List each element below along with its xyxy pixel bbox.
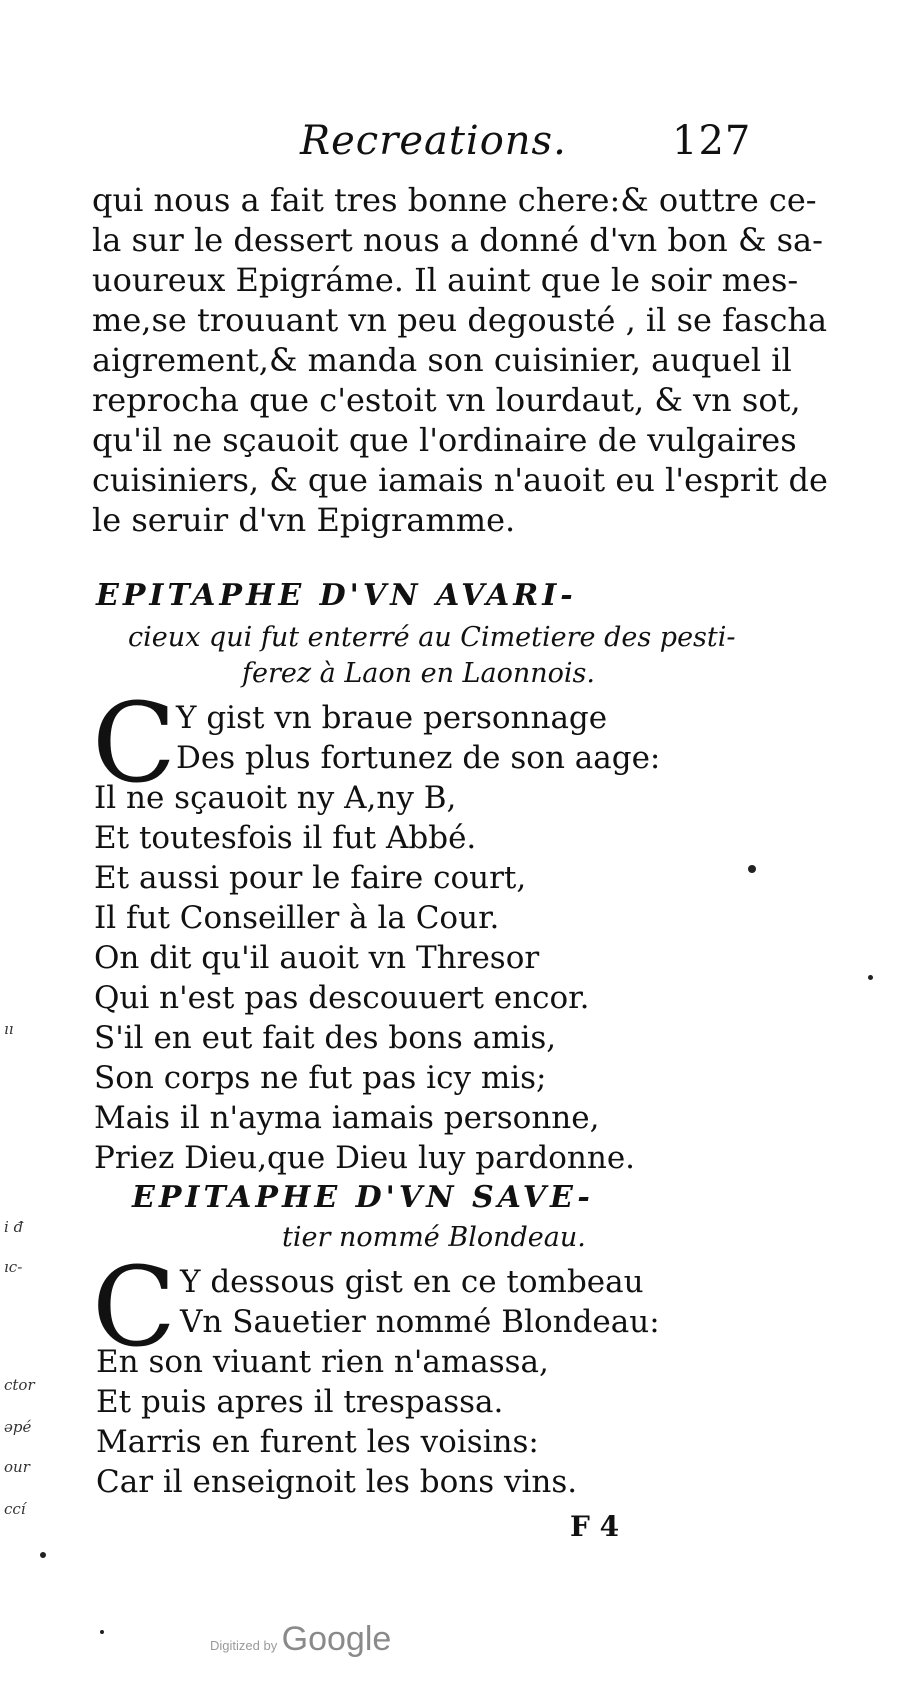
ink-speck — [868, 975, 873, 980]
google-logo: Google — [281, 1620, 392, 1658]
verse-line: Vn Sauetier nommé Blondeau: — [180, 1304, 660, 1340]
margin-fragment: ıı — [4, 1020, 14, 1038]
verse-line: Car il enseignoit les bons vins. — [96, 1464, 578, 1500]
verse-line: Qui n'est pas descouuert encor. — [94, 980, 590, 1016]
prose-paragraph — [92, 180, 828, 540]
ink-speck — [748, 865, 756, 873]
epitaph-2-subtitle-line: tier nommé Blondeau. — [282, 1222, 586, 1253]
epitaph-2-verse — [96, 1342, 577, 1502]
verse-line: Il ne sçauoit ny A,ny B, — [94, 780, 457, 816]
epitaph-1-dropcap-block — [176, 698, 660, 778]
epitaph-2-heading: EPITAPHE D'VN SAVE- — [132, 1180, 594, 1215]
digitized-watermark — [210, 1620, 391, 1659]
verse-line: Mais il n'ayma iamais personne, — [94, 1100, 600, 1136]
signature-catchword: F 4 — [570, 1510, 620, 1543]
margin-fragment: i đ — [4, 1218, 24, 1236]
prose-line: reprocha que c'estoit vn lourdaut, & vn sot, — [92, 381, 801, 419]
epitaph-1-verse — [94, 778, 635, 1178]
margin-fragment: ıc- — [4, 1258, 23, 1276]
epitaph-2-dropcap-block — [180, 1262, 660, 1342]
ink-speck — [100, 1630, 104, 1634]
epitaph-1-heading: EPITAPHE D'VN AVARI- — [96, 578, 577, 613]
verse-line: Il fut Conseiller à la Cour. — [94, 900, 500, 936]
verse-line: Et toutesfois il fut Abbé. — [94, 820, 477, 856]
verse-line: Marris en furent les voisins: — [96, 1424, 539, 1460]
running-title: Recreations. — [300, 118, 567, 164]
epitaph-2-drop-cap: C — [92, 1243, 177, 1371]
prose-line: la sur le dessert nous a donné d'vn bon & sa- — [92, 221, 823, 259]
verse-line: Y gist vn braue personnage — [176, 700, 608, 736]
verse-line: Y dessous gist en ce tombeau — [180, 1264, 644, 1300]
verse-line: Des plus fortunez de son aage: — [176, 740, 661, 776]
prose-line: uoureux Epigráme. Il auint que le soir mes- — [92, 261, 799, 299]
verse-line: On dit qu'il auoit vn Thresor — [94, 940, 540, 976]
digitized-label: Digitized by — [210, 1638, 278, 1653]
verse-line: Son corps ne fut pas icy mis; — [94, 1060, 547, 1096]
margin-fragment: ccí — [4, 1500, 26, 1518]
verse-line: Priez Dieu,que Dieu luy pardonne. — [94, 1140, 636, 1176]
verse-line: En son viuant rien n'amassa, — [96, 1344, 549, 1380]
margin-fragment: ctor — [4, 1376, 35, 1394]
verse-line: S'il en eut fait des bons amis, — [94, 1020, 557, 1056]
verse-line: Et puis apres il trespassa. — [96, 1384, 504, 1420]
verse-line: Et aussi pour le faire court, — [94, 860, 527, 896]
prose-line: me,se trouuant vn peu degousté , il se fascha — [92, 301, 828, 339]
prose-line: le seruir d'vn Epigramme. — [92, 501, 516, 539]
margin-fragment: our — [4, 1458, 30, 1476]
epitaph-1-drop-cap: C — [92, 679, 177, 807]
prose-line: aigrement,& manda son cuisinier, auquel il — [92, 341, 792, 379]
prose-line: cuisiniers, & que iamais n'auoit eu l'esprit de — [92, 461, 828, 499]
epitaph-1-subtitle-line: ferez à Laon en Laonnois. — [242, 658, 595, 689]
prose-line: qui nous a fait tres bonne chere:& outtre ce- — [92, 181, 817, 219]
epitaph-1-subtitle-line: cieux qui fut enterré au Cimetiere des pesti- — [128, 622, 736, 653]
margin-fragment: əpé — [4, 1418, 32, 1436]
ink-speck — [40, 1552, 46, 1558]
page-number: 127 — [672, 118, 752, 164]
prose-line: qu'il ne sçauoit que l'ordinaire de vulgaires — [92, 421, 797, 459]
